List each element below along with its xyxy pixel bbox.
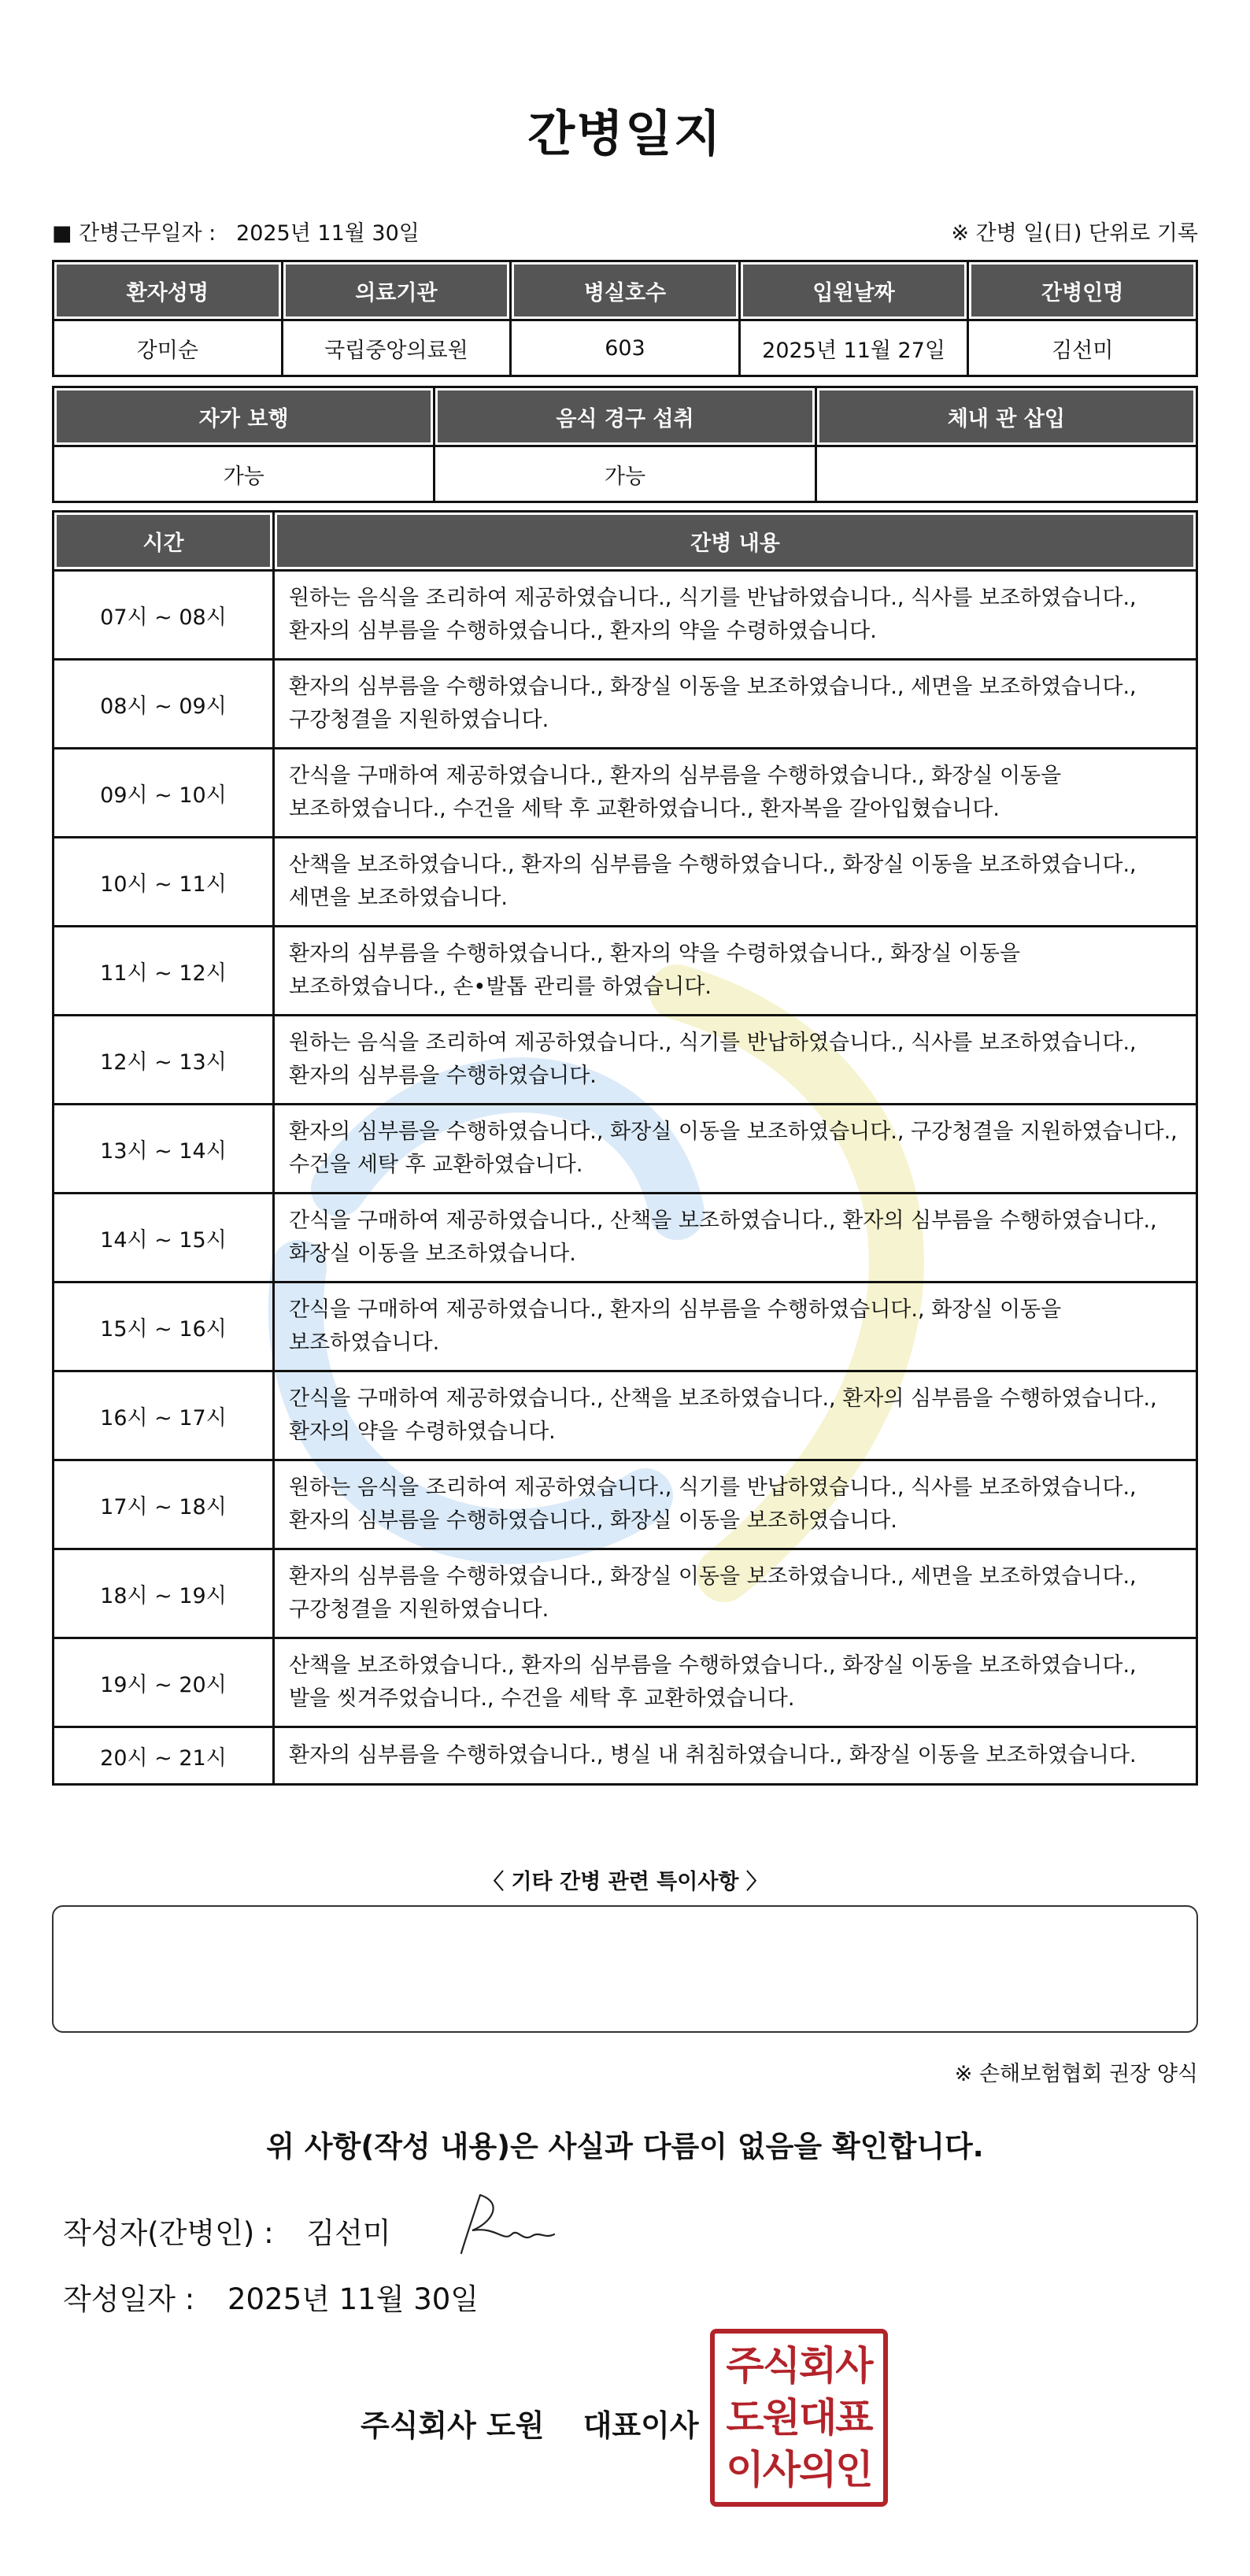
row-time: 11시 ~ 12시	[54, 927, 274, 1016]
table-row	[54, 1460, 1197, 1549]
remarks-title: 〈 기타 간병 관련 특이사항 〉	[483, 1870, 767, 1894]
company-name: 주식회사 도원	[361, 2408, 545, 2443]
row-time: 20시 ~ 21시	[54, 1727, 274, 1785]
form-source-note: ※ 손해보험협회 권장 양식	[954, 2062, 1198, 2086]
header-walking: 자가 보행	[54, 387, 435, 446]
patient-name: 강미순	[54, 320, 283, 376]
room-number: 603	[511, 320, 740, 376]
caregiver-name: 김선미	[968, 320, 1197, 376]
row-content: 환자의 심부름을 수행하였습니다., 화장실 이동을 보조하였습니다., 세면을 보조하였습니다., 구강청결을 지원하였습니다.	[274, 1549, 1197, 1638]
table-row	[54, 1549, 1197, 1638]
oral-intake-value: 가능	[435, 446, 815, 502]
row-time: 10시 ~ 11시	[54, 838, 274, 927]
row-content: 간식을 구매하여 제공하였습니다., 환자의 심부름을 수행하였습니다., 화장실 이동을 보조하였습니다.	[274, 1282, 1197, 1371]
row-content: 원하는 음식을 조리하여 제공하였습니다., 식기를 반납하였습니다., 식사를 보조하였습니다., 환자의 심부름을 수행하였습니다., 환자의 약을 수령하였습니다.	[274, 571, 1197, 660]
table-row	[54, 571, 1197, 660]
row-time: 07시 ~ 08시	[54, 571, 274, 660]
header-oral-intake: 음식 경구 섭취	[435, 387, 815, 446]
patient-status-table	[52, 386, 1198, 503]
table-row	[54, 1282, 1197, 1371]
row-content: 산책을 보조하였습니다., 환자의 심부름을 수행하였습니다., 화장실 이동을 보조하였습니다., 세면을 보조하였습니다.	[274, 838, 1197, 927]
work-date-value: 2025년 11월 30일	[236, 221, 420, 246]
unit-note: ※ 간병 일(日) 단위로 기록	[951, 221, 1198, 246]
row-content: 간식을 구매하여 제공하였습니다., 산책을 보조하였습니다., 환자의 심부름을 수행하였습니다., 화장실 이동을 보조하였습니다.	[274, 1194, 1197, 1282]
seal-line: 이사의인	[726, 2446, 872, 2493]
work-date	[52, 216, 420, 246]
row-content: 원하는 음식을 조리하여 제공하였습니다., 식기를 반납하였습니다., 식사를 보조하였습니다., 환자의 심부름을 수행하였습니다.	[274, 1016, 1197, 1105]
page-title: 간병일지	[527, 105, 723, 162]
row-time: 19시 ~ 20시	[54, 1638, 274, 1727]
writer-name: 김선미	[306, 2216, 391, 2250]
confirmation-statement: 위 사항(작성 내용)은 사실과 다름이 없음을 확인합니다.	[266, 2130, 984, 2163]
row-time: 16시 ~ 17시	[54, 1371, 274, 1460]
row-time: 12시 ~ 13시	[54, 1016, 274, 1105]
writer-line	[63, 2209, 391, 2252]
date-line	[63, 2275, 479, 2318]
writer-label: 작성자(간병인) :	[63, 2216, 274, 2250]
patient-info-table	[52, 260, 1198, 377]
row-content: 산책을 보조하였습니다., 환자의 심부름을 수행하였습니다., 화장실 이동을 보조하였습니다., 발을 씻겨주었습니다., 수건을 세탁 후 교환하였습니다.	[274, 1638, 1197, 1727]
header-time: 시간	[54, 512, 274, 571]
admission-date: 2025년 11월 27일	[739, 320, 968, 376]
table-row	[54, 838, 1197, 927]
company-title: 대표이사	[582, 2408, 699, 2443]
table-row	[54, 1105, 1197, 1194]
row-content: 환자의 심부름을 수행하였습니다., 화장실 이동을 보조하였습니다., 구강청결을 지원하였습니다., 수건을 세탁 후 교환하였습니다.	[274, 1105, 1197, 1194]
company-seal	[710, 2329, 888, 2507]
hospital: 국립중앙의료원	[282, 320, 511, 376]
table-row	[54, 1727, 1197, 1785]
seal-line: 주식회사	[726, 2342, 872, 2389]
row-time: 18시 ~ 19시	[54, 1549, 274, 1638]
table-row	[54, 1016, 1197, 1105]
header-admission-date: 입원날짜	[739, 261, 968, 320]
row-time: 13시 ~ 14시	[54, 1105, 274, 1194]
work-date-label: ■ 간병근무일자 :	[52, 221, 216, 246]
header-hospital: 의료기관	[282, 261, 511, 320]
row-time: 14시 ~ 15시	[54, 1194, 274, 1282]
row-content: 환자의 심부름을 수행하였습니다., 환자의 약을 수령하였습니다., 화장실 이동을 보조하였습니다., 손•발톱 관리를 하였습니다.	[274, 927, 1197, 1016]
row-time: 17시 ~ 18시	[54, 1460, 274, 1549]
date-value: 2025년 11월 30일	[227, 2282, 479, 2316]
table-row	[54, 1371, 1197, 1460]
table-row	[54, 927, 1197, 1016]
walking-value: 가능	[54, 446, 435, 502]
table-row	[54, 660, 1197, 749]
row-time: 15시 ~ 16시	[54, 1282, 274, 1371]
table-row	[54, 1638, 1197, 1727]
table-row	[54, 1194, 1197, 1282]
row-content: 환자의 심부름을 수행하였습니다., 화장실 이동을 보조하였습니다., 세면을 보조하였습니다., 구강청결을 지원하였습니다.	[274, 660, 1197, 749]
header-room: 병실호수	[511, 261, 740, 320]
header-tube: 체내 관 삽입	[815, 387, 1196, 446]
seal-line: 도원대표	[726, 2394, 872, 2441]
care-log-table	[52, 510, 1198, 1786]
header-care-content: 간병 내용	[274, 512, 1197, 571]
handwritten-signature	[457, 2187, 559, 2258]
row-content: 간식을 구매하여 제공하였습니다., 환자의 심부름을 수행하였습니다., 화장실 이동을 보조하였습니다., 수건을 세탁 후 교환하였습니다., 환자복을 갈아입혔습니다.	[274, 749, 1197, 838]
company-signoff	[361, 2401, 699, 2445]
date-label: 작성일자 :	[63, 2282, 195, 2316]
row-content: 원하는 음식을 조리하여 제공하였습니다., 식기를 반납하였습니다., 식사를 보조하였습니다., 환자의 심부름을 수행하였습니다., 화장실 이동을 보조하였습니다.	[274, 1460, 1197, 1549]
header-patient-name: 환자성명	[54, 261, 283, 320]
row-time: 09시 ~ 10시	[54, 749, 274, 838]
row-content: 간식을 구매하여 제공하였습니다., 산책을 보조하였습니다., 환자의 심부름을 수행하였습니다., 환자의 약을 수령하였습니다.	[274, 1371, 1197, 1460]
row-content: 환자의 심부름을 수행하였습니다., 병실 내 취침하였습니다., 화장실 이동을 보조하였습니다.	[274, 1727, 1197, 1785]
remarks-box	[52, 1905, 1198, 2033]
row-time: 08시 ~ 09시	[54, 660, 274, 749]
header-caregiver: 간병인명	[968, 261, 1197, 320]
table-row	[54, 749, 1197, 838]
tube-value	[815, 446, 1196, 502]
